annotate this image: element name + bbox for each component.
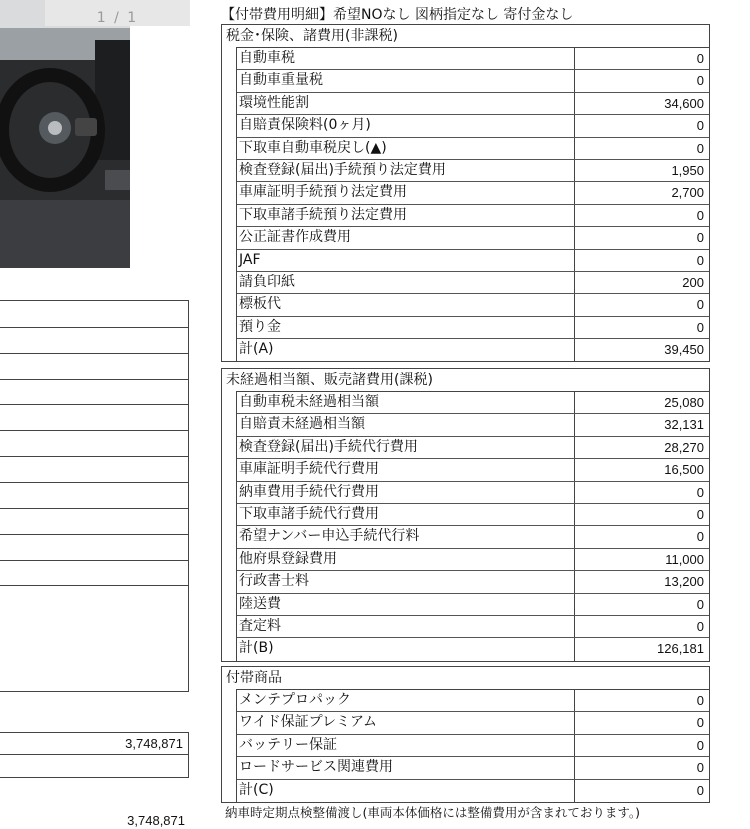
table-row	[237, 93, 709, 115]
left-empty-row	[0, 754, 189, 778]
left-total-value-2: 3,748,871	[127, 813, 185, 828]
row-value: 25,080	[664, 395, 704, 410]
car-interior-photo	[0, 0, 130, 268]
row-value: 0	[696, 715, 704, 731]
table-row	[237, 616, 709, 638]
section-table	[236, 391, 709, 661]
section-accessories	[221, 666, 710, 803]
document-title: 【付帯費用明細】希望NOなし 図柄指定なし 寄付金なし	[221, 7, 574, 23]
row-label: 自賠責未経過相当額	[237, 414, 575, 435]
table-row	[237, 757, 709, 779]
table-row	[237, 712, 709, 734]
row-value: 126,181	[657, 641, 704, 657]
row-value: 0	[696, 529, 704, 545]
row-value: 0	[696, 207, 704, 223]
table-row	[237, 690, 709, 712]
page-indicator: 1 / 1	[45, 0, 190, 26]
row-label: 計(A)	[237, 339, 575, 361]
row-label: 他府県登録費用	[237, 549, 575, 570]
row-value: 0	[696, 782, 704, 798]
row-label: 下取車諸手続預り法定費用	[237, 205, 575, 226]
row-value: 1,950	[671, 162, 704, 178]
section-prorated-fees	[221, 368, 710, 662]
table-row	[237, 205, 709, 227]
row-label: 査定料	[237, 616, 575, 637]
table-row	[237, 70, 709, 92]
table-row	[237, 138, 709, 160]
row-label: 検査登録(届出)手続代行費用	[237, 437, 575, 458]
row-label: 預り金	[237, 317, 575, 338]
table-row	[237, 272, 709, 294]
section-table	[236, 689, 709, 802]
row-value: 0	[696, 760, 704, 776]
row-label: 計(B)	[237, 638, 575, 660]
row-value: 39,450	[664, 342, 704, 358]
row-label: 検査登録(届出)手続預り法定費用	[237, 160, 575, 181]
table-row	[237, 549, 709, 571]
row-value: 34,600	[664, 95, 704, 111]
row-label: 環境性能割	[237, 93, 575, 114]
row-value: 0	[696, 506, 704, 522]
row-value: 28,270	[664, 439, 704, 455]
row-value: 13,200	[664, 574, 704, 590]
table-row	[237, 48, 709, 70]
row-label: メンテプロパック	[237, 690, 575, 711]
table-row	[237, 182, 709, 204]
row-label: ワイド保証プレミアム	[237, 712, 575, 733]
section-heading: 付帯商品	[226, 670, 282, 686]
footnote: 納車時定期点検整備渡し(車両本体価格には整備費用が含まれております。)	[225, 805, 641, 820]
row-label: 行政書士料	[237, 571, 575, 592]
section-heading: 税金･保険、諸費用(非課税)	[226, 28, 398, 44]
row-label: 車庫証明手続代行費用	[237, 459, 575, 480]
left-table-grid	[0, 300, 189, 692]
section-table	[236, 47, 709, 361]
table-row	[237, 317, 709, 339]
row-label: 陸送費	[237, 594, 575, 615]
row-value: 0	[696, 73, 704, 89]
row-value: 0	[696, 618, 704, 634]
row-label: JAF	[237, 250, 575, 271]
row-value: 0	[696, 230, 704, 246]
table-row	[237, 504, 709, 526]
table-row	[237, 571, 709, 593]
row-value: 0	[696, 319, 704, 335]
steering-wheel-image	[0, 0, 130, 268]
row-value: 0	[696, 118, 704, 134]
row-value: 0	[696, 252, 704, 268]
table-row	[237, 392, 709, 414]
table-row	[237, 482, 709, 504]
table-row	[237, 160, 709, 182]
row-value: 0	[696, 484, 704, 500]
section-heading: 未経過相当額、販売諸費用(課税)	[226, 372, 433, 388]
section-taxes-insurance	[221, 24, 710, 362]
row-label: 自動車税	[237, 48, 575, 69]
row-label: 下取車諸手続代行費用	[237, 504, 575, 525]
table-row	[237, 414, 709, 436]
row-value: 0	[696, 297, 704, 313]
row-label: ロードサービス関連費用	[237, 757, 575, 778]
row-value: 16,500	[664, 462, 704, 478]
row-label: 計(C)	[237, 780, 575, 802]
row-value: 11,000	[665, 551, 704, 567]
table-row	[237, 250, 709, 272]
row-value: 0	[696, 596, 704, 612]
row-label: 自動車税未経過相当額	[237, 392, 575, 413]
row-label: 下取車自動車税戻し(▲)	[237, 138, 575, 159]
table-row	[237, 594, 709, 616]
row-label: 標板代	[237, 294, 575, 315]
row-label: 車庫証明手続預り法定費用	[237, 182, 575, 203]
subtotal-row	[237, 339, 709, 361]
row-label: 自賠責保険料(0ヶ月)	[237, 115, 575, 136]
row-value: 32,131	[664, 417, 704, 433]
table-row	[237, 227, 709, 249]
row-value: 0	[696, 140, 704, 156]
table-row	[237, 294, 709, 316]
row-value: 0	[696, 693, 704, 708]
row-value: 200	[682, 274, 704, 290]
row-label: 請負印紙	[237, 272, 575, 293]
row-label: 公正証書作成費用	[237, 227, 575, 248]
table-row	[237, 735, 709, 757]
row-value: 2,700	[671, 185, 704, 201]
row-label: バッテリー保証	[237, 735, 575, 756]
left-total-value-1: 3,748,871	[0, 732, 189, 755]
subtotal-row	[237, 780, 709, 802]
subtotal-row	[237, 638, 709, 660]
row-label: 希望ナンバー申込手続代行料	[237, 526, 575, 547]
row-value: 0	[696, 51, 704, 66]
table-row	[237, 437, 709, 459]
row-label: 自動車重量税	[237, 70, 575, 91]
table-row	[237, 459, 709, 481]
table-row	[237, 526, 709, 548]
row-label: 納車費用手続代行費用	[237, 482, 575, 503]
row-value: 0	[696, 737, 704, 753]
table-row	[237, 115, 709, 137]
